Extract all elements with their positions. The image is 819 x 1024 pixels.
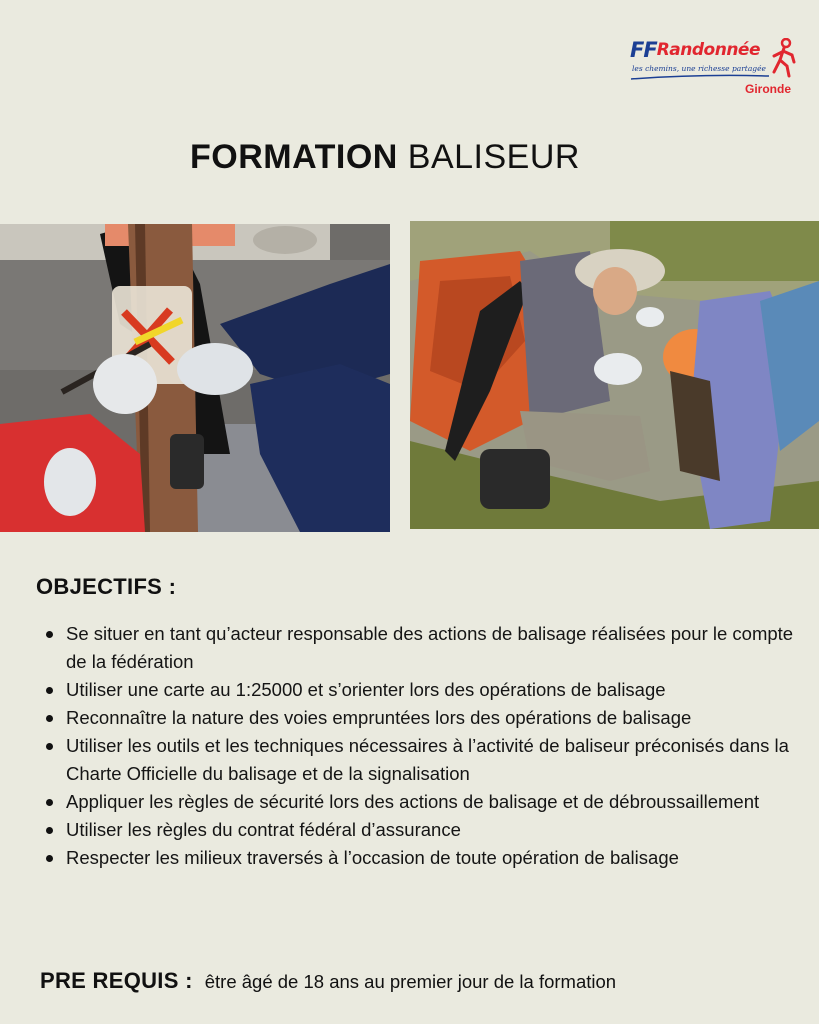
- logo-swoosh: [630, 74, 770, 80]
- title-regular: BALISEUR: [407, 138, 580, 176]
- logo-region: Gironde: [745, 82, 792, 96]
- photo-hikers: [410, 221, 819, 529]
- list-item: Utiliser une carte au 1:25000 et s’orienter lors des opérations de balisage: [66, 676, 806, 704]
- list-item: Utiliser les outils et les techniques nécessaires à l’activité de baliseur préconisés dans la Charte Officielle du balisage et de la signalisation: [66, 732, 806, 788]
- list-item: Appliquer les règles de sécurité lors des actions de balisage et de débroussaillement: [66, 788, 806, 816]
- prerequisites-text: être âgé de 18 ans au premier jour de la formation: [204, 971, 617, 992]
- list-item: Utiliser les règles du contrat fédéral d’assurance: [66, 816, 806, 844]
- objectives-heading: OBJECTIFS :: [36, 574, 177, 599]
- logo-name: Randonnée: [656, 40, 760, 60]
- ffrandonnee-logo: [630, 38, 800, 100]
- title-bold: FORMATION: [190, 138, 398, 176]
- hiker-icon: [770, 38, 796, 78]
- logo-ff: FF: [630, 38, 657, 62]
- logo-tagline: les chemins, une richesse partagée: [632, 64, 766, 73]
- prerequisites: [40, 968, 616, 994]
- list-item: Respecter les milieux traversés à l’occasion de toute opération de balisage: [66, 844, 806, 872]
- list-item: Se situer en tant qu’acteur responsable des actions de balisage réalisées pour le compte de la fédération: [66, 620, 806, 676]
- prerequisites-label: PRE REQUIS :: [40, 968, 193, 993]
- page-title: [0, 138, 770, 177]
- photo-trail-marking: [0, 224, 390, 532]
- list-item: Reconnaître la nature des voies empruntées lors des opérations de balisage: [66, 704, 806, 732]
- objectives-list: [66, 620, 806, 872]
